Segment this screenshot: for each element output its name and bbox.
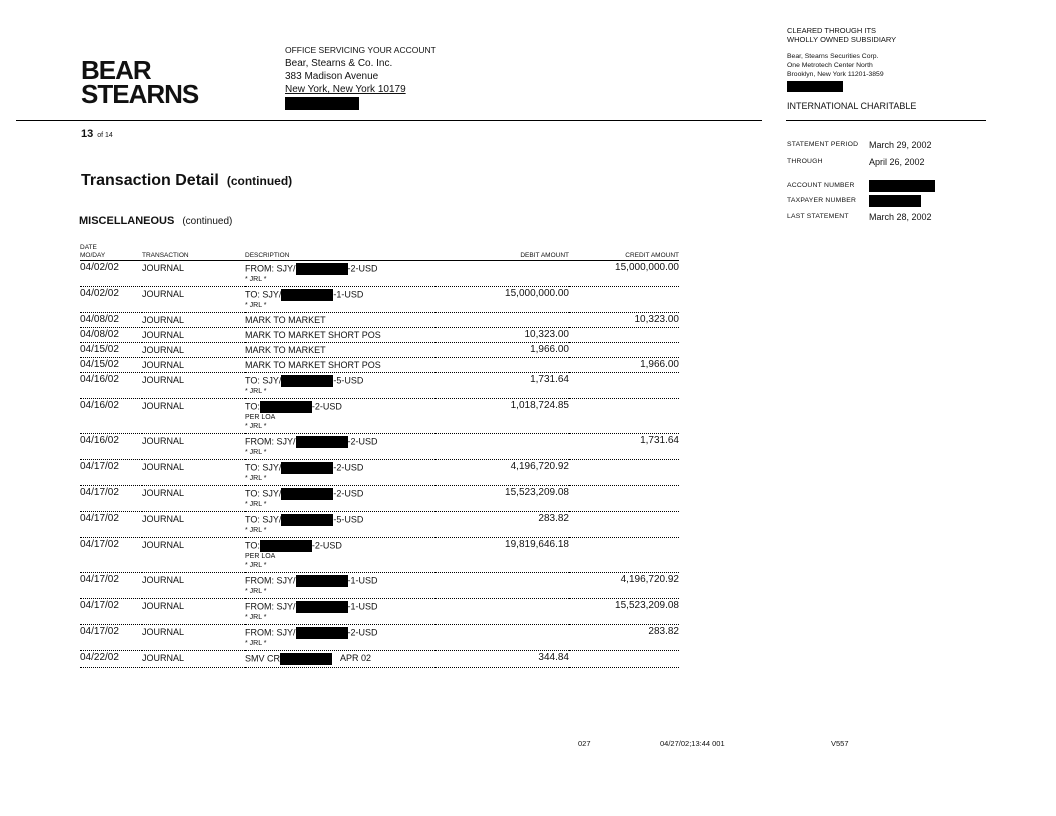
row-date: 04/22/02 (80, 651, 142, 668)
description-suffix: -2-USD (311, 401, 342, 412)
description-text: SMV CR (245, 653, 281, 664)
description-text: TO: (245, 401, 260, 412)
description-suffix: -1-USD (333, 289, 364, 300)
row-debit (435, 573, 569, 599)
section-suffix: (continued) (182, 216, 233, 227)
description-note: * JRL * (245, 449, 267, 456)
row-transaction: JOURNAL (142, 328, 245, 343)
logo-line1: BEAR (81, 55, 151, 85)
clearing-info (787, 26, 896, 94)
description-note: * JRL * (245, 388, 267, 395)
row-credit: 15,000,000.00 (569, 261, 679, 287)
table-row (80, 599, 679, 625)
row-transaction: JOURNAL (142, 261, 245, 287)
table-row (80, 313, 679, 328)
description-note: * JRL * (245, 527, 267, 534)
row-description (245, 651, 435, 668)
redacted-block (296, 601, 348, 613)
row-description (245, 573, 435, 599)
row-transaction: JOURNAL (142, 651, 245, 668)
description-note: * JRL * (245, 614, 267, 621)
redacted-block (296, 627, 348, 639)
row-debit: 19,819,646.18 (435, 538, 569, 573)
row-credit (569, 651, 679, 668)
row-credit (569, 512, 679, 538)
last-statement-label: LAST STATEMENT (787, 213, 849, 220)
description-text: TO: SJY/ (245, 375, 282, 386)
row-debit (435, 599, 569, 625)
table-row (80, 573, 679, 599)
title-suffix: (continued) (226, 174, 293, 188)
description-text: FROM: SJY/ (245, 263, 296, 274)
account-number-redacted (869, 180, 935, 192)
footer-version: V557 (831, 739, 849, 748)
description-suffix: -2-USD (347, 436, 378, 447)
row-transaction: JOURNAL (142, 625, 245, 651)
row-debit: 10,323.00 (435, 328, 569, 343)
row-debit: 4,196,720.92 (435, 460, 569, 486)
account-title: INTERNATIONAL CHARITABLE (787, 101, 917, 111)
row-transaction: JOURNAL (142, 399, 245, 434)
clearing-address1: One Metrotech Center North (787, 62, 873, 69)
row-transaction: JOURNAL (142, 512, 245, 538)
table-row (80, 512, 679, 538)
row-debit: 15,523,209.08 (435, 486, 569, 512)
row-debit: 15,000,000.00 (435, 287, 569, 313)
row-description (245, 373, 435, 399)
description-text: TO: SJY/ (245, 462, 282, 473)
redacted-block (296, 436, 348, 448)
row-debit: 1,731.64 (435, 373, 569, 399)
row-credit: 15,523,209.08 (569, 599, 679, 625)
row-debit: 344.84 (435, 651, 569, 668)
footer-code: 027 (578, 739, 591, 748)
office-name: Bear, Stearns & Co. Inc. (285, 58, 393, 69)
description-note: PER LOA (245, 553, 276, 560)
transaction-table (80, 243, 679, 668)
row-debit (435, 358, 569, 373)
description-text: FROM: SJY/ (245, 436, 296, 447)
redacted-block (285, 97, 359, 110)
footer-timestamp: 04/27/02;13:44 001 (660, 739, 725, 748)
table-row (80, 261, 679, 287)
bear-stearns-logo (81, 55, 199, 109)
row-debit (435, 261, 569, 287)
row-description (245, 512, 435, 538)
row-date: 04/15/02 (80, 358, 142, 373)
row-credit (569, 343, 679, 358)
table-row (80, 486, 679, 512)
row-debit (435, 313, 569, 328)
row-credit: 1,966.00 (569, 358, 679, 373)
table-row (80, 460, 679, 486)
redacted-block (281, 488, 333, 500)
row-description (245, 261, 435, 287)
section-title (79, 215, 232, 227)
title-text: Transaction Detail (81, 172, 219, 189)
row-transaction: JOURNAL (142, 287, 245, 313)
row-credit: 1,731.64 (569, 434, 679, 460)
office-address (285, 44, 436, 114)
page-total: of 14 (97, 132, 113, 139)
row-transaction: JOURNAL (142, 373, 245, 399)
redacted-block (260, 540, 312, 552)
row-credit (569, 399, 679, 434)
col-transaction: TRANSACTION (142, 243, 245, 261)
row-credit (569, 287, 679, 313)
description-text: MARK TO MARKET SHORT POS (245, 330, 381, 340)
col-debit: DEBIT AMOUNT (435, 243, 569, 261)
description-suffix: -5-USD (333, 375, 364, 386)
redacted-block (280, 653, 332, 665)
through-label: THROUGH (787, 158, 823, 165)
description-text: MARK TO MARKET SHORT POS (245, 360, 381, 370)
clearing-address2: Brooklyn, New York 11201-3859 (787, 71, 884, 78)
row-description (245, 460, 435, 486)
description-text: FROM: SJY/ (245, 575, 296, 586)
clearing-line2: WHOLLY OWNED SUBSIDIARY (787, 35, 897, 44)
redacted-block (260, 401, 312, 413)
table-row (80, 399, 679, 434)
redacted-block (296, 263, 348, 275)
row-debit: 1,966.00 (435, 343, 569, 358)
row-debit: 283.82 (435, 512, 569, 538)
row-debit (435, 625, 569, 651)
office-address1: 383 Madison Avenue (285, 71, 379, 82)
row-transaction: JOURNAL (142, 599, 245, 625)
row-description (245, 328, 435, 343)
description-suffix: -1-USD (347, 575, 378, 586)
table-row (80, 328, 679, 343)
redacted-block (281, 289, 333, 301)
table-row (80, 343, 679, 358)
redacted-block (281, 514, 333, 526)
description-suffix: -1-USD (347, 601, 378, 612)
row-credit (569, 373, 679, 399)
row-credit: 10,323.00 (569, 313, 679, 328)
row-description (245, 625, 435, 651)
row-transaction: JOURNAL (142, 343, 245, 358)
redacted-block (296, 575, 348, 587)
row-credit: 4,196,720.92 (569, 573, 679, 599)
header-divider-right (786, 120, 986, 121)
through-value: April 26, 2002 (869, 156, 925, 167)
description-note: * JRL * (245, 588, 267, 595)
statement-period-label: STATEMENT PERIOD (787, 141, 859, 148)
statement-info (787, 136, 935, 225)
row-credit (569, 538, 679, 573)
office-address2: New York, New York 10179 (285, 84, 406, 95)
row-date: 04/16/02 (80, 373, 142, 399)
row-date: 04/17/02 (80, 538, 142, 573)
header-divider (16, 120, 762, 121)
description-text: TO: (245, 540, 260, 551)
description-note: PER LOA (245, 414, 276, 421)
transaction-rows (80, 261, 679, 668)
description-note: * JRL * (245, 423, 267, 430)
description-note: * JRL * (245, 302, 267, 309)
row-description (245, 343, 435, 358)
taxpayer-number-redacted (869, 195, 921, 207)
row-description (245, 358, 435, 373)
description-note: * JRL * (245, 640, 267, 647)
row-transaction: JOURNAL (142, 486, 245, 512)
row-description (245, 486, 435, 512)
row-debit: 1,018,724.85 (435, 399, 569, 434)
row-date: 04/17/02 (80, 573, 142, 599)
redacted-block (281, 462, 333, 474)
description-note: * JRL * (245, 501, 267, 508)
table-row (80, 358, 679, 373)
description-text: MARK TO MARKET (245, 345, 326, 355)
row-debit (435, 434, 569, 460)
logo-line2: STEARNS (81, 79, 199, 109)
row-credit (569, 460, 679, 486)
description-text: MARK TO MARKET (245, 315, 326, 325)
row-date: 04/15/02 (80, 343, 142, 358)
row-description (245, 599, 435, 625)
col-description: DESCRIPTION (245, 243, 435, 261)
page-current: 13 (81, 128, 94, 140)
row-transaction: JOURNAL (142, 358, 245, 373)
statement-period-value: March 29, 2002 (869, 139, 932, 150)
description-text: FROM: SJY/ (245, 601, 296, 612)
row-description (245, 399, 435, 434)
description-suffix: -5-USD (333, 514, 364, 525)
section-text: MISCELLANEOUS (79, 215, 175, 227)
row-description (245, 538, 435, 573)
description-suffix: -2-USD (333, 462, 364, 473)
office-heading: OFFICE SERVICING YOUR ACCOUNT (285, 45, 436, 55)
description-text: TO: SJY/ (245, 514, 282, 525)
table-row (80, 651, 679, 668)
row-transaction: JOURNAL (142, 434, 245, 460)
description-text: TO: SJY/ (245, 289, 282, 300)
redacted-block (787, 81, 843, 92)
row-description (245, 313, 435, 328)
description-suffix: -2-USD (333, 488, 364, 499)
row-description (245, 287, 435, 313)
table-row (80, 287, 679, 313)
description-suffix: -2-USD (311, 540, 342, 551)
page-number (81, 128, 113, 140)
description-note: * JRL * (245, 475, 267, 482)
row-date: 04/17/02 (80, 599, 142, 625)
row-date: 04/17/02 (80, 625, 142, 651)
col-credit: CREDIT AMOUNT (569, 243, 679, 261)
table-row (80, 434, 679, 460)
table-row (80, 373, 679, 399)
clearing-name: Bear, Stearns Securities Corp. (787, 53, 879, 60)
account-number-label: ACCOUNT NUMBER (787, 182, 855, 189)
row-credit (569, 328, 679, 343)
description-suffix: -2-USD (347, 627, 378, 638)
row-date: 04/08/02 (80, 328, 142, 343)
col-date: DATE MO/DAY (80, 243, 142, 261)
row-date: 04/16/02 (80, 399, 142, 434)
row-transaction: JOURNAL (142, 538, 245, 573)
row-transaction: JOURNAL (142, 313, 245, 328)
taxpayer-number-label: TAXPAYER NUMBER (787, 197, 857, 204)
row-credit: 283.82 (569, 625, 679, 651)
row-date: 04/17/02 (80, 460, 142, 486)
row-date: 04/08/02 (80, 313, 142, 328)
redacted-block (281, 375, 333, 387)
row-date: 04/02/02 (80, 261, 142, 287)
row-date: 04/17/02 (80, 486, 142, 512)
table-row (80, 625, 679, 651)
row-date: 04/16/02 (80, 434, 142, 460)
row-date: 04/02/02 (80, 287, 142, 313)
row-transaction: JOURNAL (142, 573, 245, 599)
table-header (80, 243, 679, 261)
description-suffix: APR 02 (340, 653, 372, 664)
last-statement-value: March 28, 2002 (869, 211, 932, 222)
description-text: FROM: SJY/ (245, 627, 296, 638)
row-date: 04/17/02 (80, 512, 142, 538)
description-text: TO: SJY/ (245, 488, 282, 499)
row-description (245, 434, 435, 460)
description-note: * JRL * (245, 562, 267, 569)
description-note: * JRL * (245, 276, 267, 283)
clearing-line1: CLEARED THROUGH ITS (787, 26, 877, 35)
row-transaction: JOURNAL (142, 460, 245, 486)
page-title (81, 172, 292, 190)
description-suffix: -2-USD (347, 263, 378, 274)
row-credit (569, 486, 679, 512)
table-row (80, 538, 679, 573)
